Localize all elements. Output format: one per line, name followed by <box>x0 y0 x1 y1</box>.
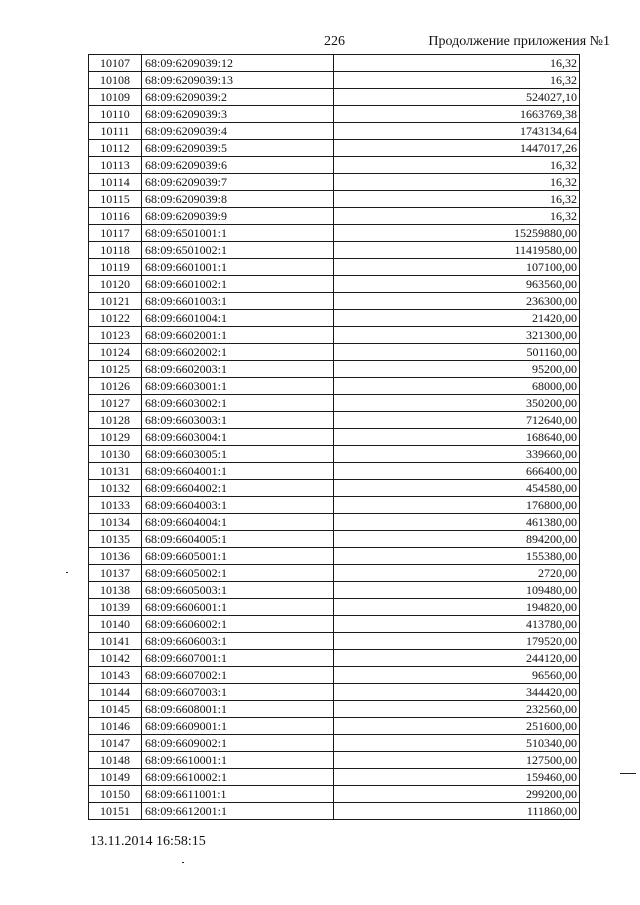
table-row <box>89 259 580 276</box>
appendix-continuation-title: Продолжение приложения №1 <box>428 34 610 49</box>
cadastral-value: 413780,00 <box>334 616 580 633</box>
table-row <box>89 480 580 497</box>
cadastral-value: 16,32 <box>334 72 580 89</box>
page-number: 226 <box>324 34 345 49</box>
cadastral-value: 321300,00 <box>334 327 580 344</box>
row-number: 10120 <box>89 276 142 293</box>
cadastral-value: 510340,00 <box>334 735 580 752</box>
table-row <box>89 565 580 582</box>
row-number: 10136 <box>89 548 142 565</box>
row-number: 10107 <box>89 55 142 72</box>
cadastral-number: 68:09:6610001:1 <box>142 752 334 769</box>
cadastral-value: 11419580,00 <box>334 242 580 259</box>
cadastral-number: 68:09:6607002:1 <box>142 667 334 684</box>
table-row <box>89 497 580 514</box>
row-number: 10142 <box>89 650 142 667</box>
row-number: 10141 <box>89 633 142 650</box>
cadastral-value: 454580,00 <box>334 480 580 497</box>
footer-timestamp: 13.11.2014 16:58:15 <box>90 834 206 849</box>
cadastral-number: 68:09:6603004:1 <box>142 429 334 446</box>
table-row <box>89 293 580 310</box>
cadastral-value: 16,32 <box>334 208 580 225</box>
table-row <box>89 803 580 820</box>
cadastral-number: 68:09:6602002:1 <box>142 344 334 361</box>
cadastral-number: 68:09:6601002:1 <box>142 276 334 293</box>
cadastral-number: 68:09:6209039:4 <box>142 123 334 140</box>
table-row <box>89 582 580 599</box>
table-row <box>89 123 580 140</box>
row-number: 10116 <box>89 208 142 225</box>
table-row <box>89 55 580 72</box>
table-row <box>89 242 580 259</box>
cadastral-value: 1447017,26 <box>334 140 580 157</box>
row-number: 10147 <box>89 735 142 752</box>
row-number: 10132 <box>89 480 142 497</box>
row-number: 10133 <box>89 497 142 514</box>
cadastral-value: 176800,00 <box>334 497 580 514</box>
cadastral-value: 524027,10 <box>334 89 580 106</box>
cadastral-number: 68:09:6605002:1 <box>142 565 334 582</box>
table-row <box>89 157 580 174</box>
cadastral-number: 68:09:6606002:1 <box>142 616 334 633</box>
row-number: 10109 <box>89 89 142 106</box>
row-number: 10144 <box>89 684 142 701</box>
cadastral-value: 232560,00 <box>334 701 580 718</box>
cadastral-number: 68:09:6209039:12 <box>142 55 334 72</box>
cadastral-number: 68:09:6602001:1 <box>142 327 334 344</box>
cadastral-value: 159460,00 <box>334 769 580 786</box>
row-number: 10124 <box>89 344 142 361</box>
row-number: 10122 <box>89 310 142 327</box>
table-row <box>89 361 580 378</box>
cadastral-value: 95200,00 <box>334 361 580 378</box>
cadastral-value: 107100,00 <box>334 259 580 276</box>
row-number: 10127 <box>89 395 142 412</box>
cadastral-number: 68:09:6209039:7 <box>142 174 334 191</box>
table-row <box>89 718 580 735</box>
row-number: 10123 <box>89 327 142 344</box>
cadastral-number: 68:09:6603003:1 <box>142 412 334 429</box>
row-number: 10125 <box>89 361 142 378</box>
cadastral-value: 16,32 <box>334 55 580 72</box>
table-row <box>89 616 580 633</box>
table-row <box>89 310 580 327</box>
table-row <box>89 548 580 565</box>
row-number: 10130 <box>89 446 142 463</box>
cadastral-value: 1663769,38 <box>334 106 580 123</box>
row-number: 10148 <box>89 752 142 769</box>
cadastral-number: 68:09:6609002:1 <box>142 735 334 752</box>
row-number: 10134 <box>89 514 142 531</box>
cadastral-number: 68:09:6611001:1 <box>142 786 334 803</box>
table-row <box>89 225 580 242</box>
cadastral-value: 963560,00 <box>334 276 580 293</box>
row-number: 10121 <box>89 293 142 310</box>
table-row <box>89 395 580 412</box>
table-row <box>89 276 580 293</box>
table-row <box>89 327 580 344</box>
cadastral-number: 68:09:6601003:1 <box>142 293 334 310</box>
row-number: 10137 <box>89 565 142 582</box>
row-number: 10108 <box>89 72 142 89</box>
scan-artifact-left <box>66 572 68 573</box>
row-number: 10131 <box>89 463 142 480</box>
cadastral-value: 712640,00 <box>334 412 580 429</box>
cadastral-number: 68:09:6604001:1 <box>142 463 334 480</box>
table-row <box>89 72 580 89</box>
cadastral-value: 111860,00 <box>334 803 580 820</box>
cadastral-number: 68:09:6604003:1 <box>142 497 334 514</box>
cadastral-number: 68:09:6601001:1 <box>142 259 334 276</box>
cadastral-number: 68:09:6501002:1 <box>142 242 334 259</box>
row-number: 10143 <box>89 667 142 684</box>
cadastral-value: 1743134,64 <box>334 123 580 140</box>
table-row <box>89 191 580 208</box>
cadastral-value: 127500,00 <box>334 752 580 769</box>
cadastral-number: 68:09:6604005:1 <box>142 531 334 548</box>
row-number: 10111 <box>89 123 142 140</box>
cadastral-number: 68:09:6209039:6 <box>142 157 334 174</box>
cadastral-number: 68:09:6606001:1 <box>142 599 334 616</box>
cadastral-number: 68:09:6609001:1 <box>142 718 334 735</box>
table-row <box>89 344 580 361</box>
table-body <box>89 55 580 820</box>
table-row <box>89 769 580 786</box>
table-row <box>89 463 580 480</box>
cadastral-value-table <box>88 54 580 820</box>
cadastral-number: 68:09:6603001:1 <box>142 378 334 395</box>
table-row <box>89 429 580 446</box>
row-number: 10119 <box>89 259 142 276</box>
table-row <box>89 786 580 803</box>
cadastral-number: 68:09:6209039:9 <box>142 208 334 225</box>
table-row <box>89 684 580 701</box>
cadastral-number: 68:09:6605003:1 <box>142 582 334 599</box>
row-number: 10110 <box>89 106 142 123</box>
row-number: 10114 <box>89 174 142 191</box>
cadastral-number: 68:09:6209039:5 <box>142 140 334 157</box>
row-number: 10140 <box>89 616 142 633</box>
cadastral-value: 344420,00 <box>334 684 580 701</box>
cadastral-number: 68:09:6501001:1 <box>142 225 334 242</box>
cadastral-value: 350200,00 <box>334 395 580 412</box>
cadastral-value: 179520,00 <box>334 633 580 650</box>
cadastral-number: 68:09:6605001:1 <box>142 548 334 565</box>
cadastral-value: 339660,00 <box>334 446 580 463</box>
row-number: 10150 <box>89 786 142 803</box>
row-number: 10115 <box>89 191 142 208</box>
row-number: 10139 <box>89 599 142 616</box>
table-row <box>89 752 580 769</box>
table-row <box>89 633 580 650</box>
cadastral-value: 109480,00 <box>334 582 580 599</box>
cadastral-number: 68:09:6602003:1 <box>142 361 334 378</box>
cadastral-value: 666400,00 <box>334 463 580 480</box>
cadastral-value: 236300,00 <box>334 293 580 310</box>
row-number: 10129 <box>89 429 142 446</box>
cadastral-value: 16,32 <box>334 174 580 191</box>
table-row <box>89 599 580 616</box>
cadastral-number: 68:09:6209039:3 <box>142 106 334 123</box>
cadastral-value: 501160,00 <box>334 344 580 361</box>
cadastral-number: 68:09:6604002:1 <box>142 480 334 497</box>
cadastral-number: 68:09:6607003:1 <box>142 684 334 701</box>
cadastral-number: 68:09:6610002:1 <box>142 769 334 786</box>
cadastral-number: 68:09:6209039:2 <box>142 89 334 106</box>
row-number: 10128 <box>89 412 142 429</box>
table-row <box>89 106 580 123</box>
table-row <box>89 650 580 667</box>
cadastral-value: 2720,00 <box>334 565 580 582</box>
cadastral-value: 251600,00 <box>334 718 580 735</box>
cadastral-value: 244120,00 <box>334 650 580 667</box>
table-row <box>89 735 580 752</box>
cadastral-number: 68:09:6601004:1 <box>142 310 334 327</box>
cadastral-number: 68:09:6603005:1 <box>142 446 334 463</box>
row-number: 10146 <box>89 718 142 735</box>
row-number: 10112 <box>89 140 142 157</box>
row-number: 10138 <box>89 582 142 599</box>
cadastral-number: 68:09:6612001:1 <box>142 803 334 820</box>
table-row <box>89 140 580 157</box>
cadastral-value: 155380,00 <box>334 548 580 565</box>
cadastral-value: 168640,00 <box>334 429 580 446</box>
table-row <box>89 208 580 225</box>
cadastral-value: 68000,00 <box>334 378 580 395</box>
table-row <box>89 412 580 429</box>
cadastral-number: 68:09:6603002:1 <box>142 395 334 412</box>
cadastral-value: 894200,00 <box>334 531 580 548</box>
cadastral-value: 461380,00 <box>334 514 580 531</box>
row-number: 10118 <box>89 242 142 259</box>
row-number: 10151 <box>89 803 142 820</box>
table-row <box>89 174 580 191</box>
row-number: 10113 <box>89 157 142 174</box>
table-row <box>89 378 580 395</box>
cadastral-number: 68:09:6606003:1 <box>142 633 334 650</box>
table-row <box>89 667 580 684</box>
cadastral-value: 194820,00 <box>334 599 580 616</box>
cadastral-value: 16,32 <box>334 191 580 208</box>
cadastral-number: 68:09:6608001:1 <box>142 701 334 718</box>
table-row <box>89 514 580 531</box>
cadastral-value: 96560,00 <box>334 667 580 684</box>
cadastral-value: 16,32 <box>334 157 580 174</box>
cadastral-value: 15259880,00 <box>334 225 580 242</box>
cadastral-value: 299200,00 <box>334 786 580 803</box>
row-number: 10145 <box>89 701 142 718</box>
table-row <box>89 531 580 548</box>
cadastral-number: 68:09:6607001:1 <box>142 650 334 667</box>
table-row <box>89 446 580 463</box>
row-number: 10149 <box>89 769 142 786</box>
row-number: 10135 <box>89 531 142 548</box>
cadastral-number: 68:09:6209039:8 <box>142 191 334 208</box>
table-row <box>89 89 580 106</box>
cadastral-value: 21420,00 <box>334 310 580 327</box>
table-row <box>89 701 580 718</box>
row-number: 10117 <box>89 225 142 242</box>
scan-artifact-right <box>620 773 636 774</box>
scan-artifact-bottom <box>182 862 184 863</box>
row-number: 10126 <box>89 378 142 395</box>
cadastral-number: 68:09:6604004:1 <box>142 514 334 531</box>
cadastral-number: 68:09:6209039:13 <box>142 72 334 89</box>
